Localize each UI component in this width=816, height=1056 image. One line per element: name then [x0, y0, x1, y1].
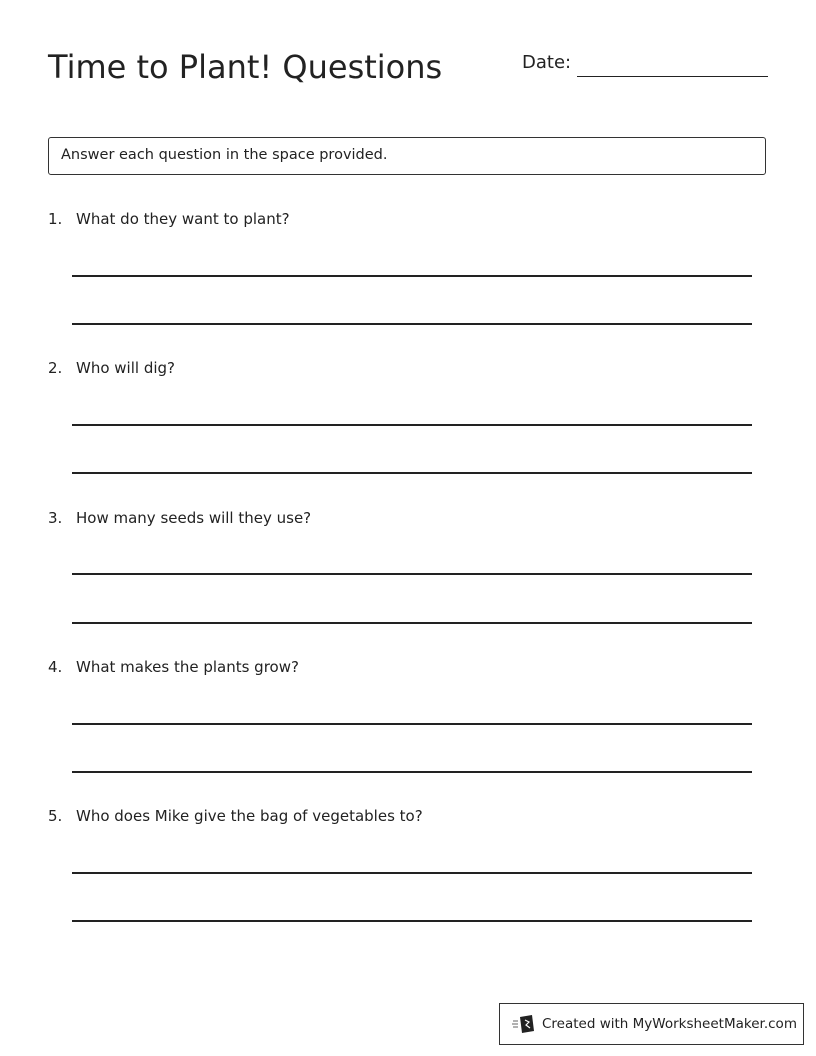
question-text: What do they want to plant?	[76, 210, 290, 228]
footer-text: Created with MyWorksheetMaker.com	[542, 1016, 797, 1032]
answer-line[interactable]	[72, 323, 752, 325]
question-text: Who does Mike give the bag of vegetables to?	[76, 807, 423, 825]
question-text: What makes the plants grow?	[76, 658, 299, 676]
question-number: 5.	[48, 807, 63, 825]
answer-line[interactable]	[72, 872, 752, 874]
answer-line[interactable]	[72, 472, 752, 474]
date-answer-line[interactable]	[577, 76, 768, 77]
answer-line[interactable]	[72, 723, 752, 725]
question-text: Who will dig?	[76, 359, 175, 377]
question-number: 1.	[48, 210, 63, 228]
question-text: How many seeds will they use?	[76, 509, 312, 527]
answer-line[interactable]	[72, 622, 752, 624]
answer-line[interactable]	[72, 920, 752, 922]
answer-line[interactable]	[72, 424, 752, 426]
answer-line[interactable]	[72, 573, 752, 575]
page-title: Time to Plant! Questions	[48, 48, 443, 86]
footer-badge[interactable]	[499, 1003, 804, 1045]
worksheet-logo-icon	[512, 1014, 536, 1034]
date-label: Date:	[522, 52, 572, 73]
question-number: 4.	[48, 658, 63, 676]
question-number: 2.	[48, 359, 63, 377]
answer-line[interactable]	[72, 275, 752, 277]
instructions-box: Answer each question in the space provided.	[48, 137, 766, 175]
question-number: 3.	[48, 509, 63, 527]
answer-line[interactable]	[72, 771, 752, 773]
